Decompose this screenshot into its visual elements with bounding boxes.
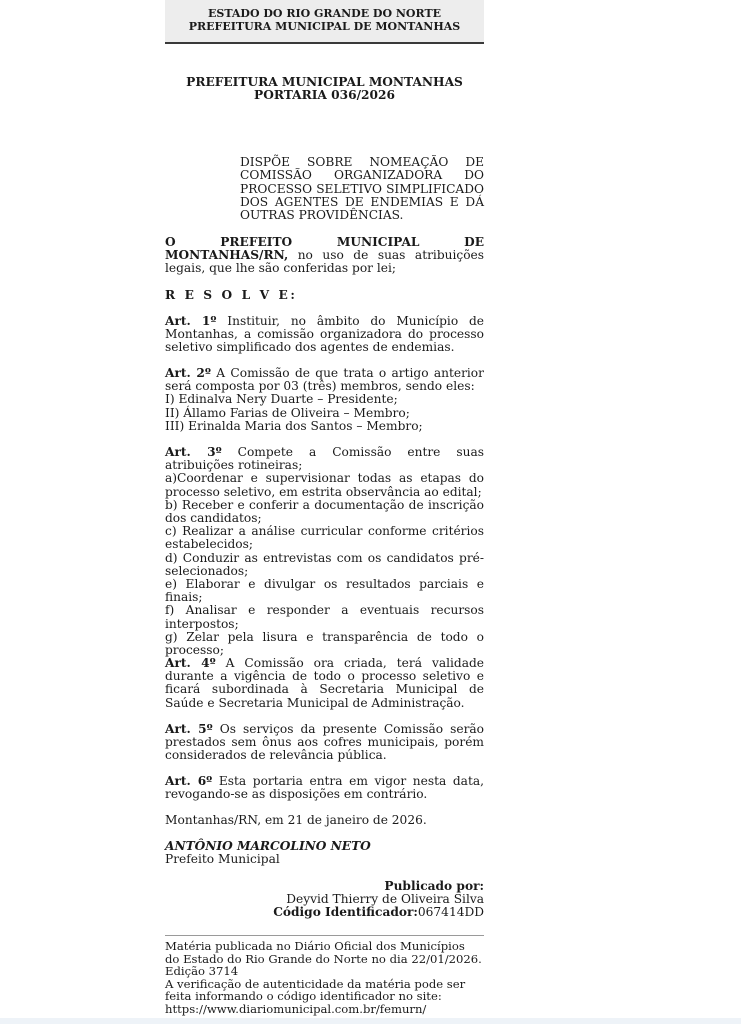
title-portaria-number: PORTARIA 036/2026	[254, 88, 395, 102]
publication-footer	[165, 940, 484, 1016]
article-3-label: Art. 3º	[165, 445, 222, 459]
article-4-text: A Comissão ora criada, terá validade durante a vigência de todo o processo seletivo e ficará subordinada à Secretaria Municipal de Saúde e Secretaria Municipal de Administração.	[165, 656, 484, 710]
footer-line: feita informando o código identificador no site:	[165, 989, 442, 1004]
article-6-label: Art. 6º	[165, 774, 213, 788]
member-item: II) Államo Farias de Oliveira – Membro;	[165, 405, 410, 420]
footer-line: do Estado do Rio Grande do Norte no dia 22/01/2026.	[165, 951, 482, 966]
signatory-role: Prefeito Municipal	[165, 852, 280, 867]
article-6	[165, 775, 484, 801]
published-by-label: Publicado por:	[384, 879, 484, 893]
article-4-label: Art. 4º	[165, 656, 216, 670]
page-bottom-strip	[0, 1018, 741, 1024]
preamble-authority: O PREFEITO MUNICIPAL DE MONTANHAS/RN,	[165, 235, 484, 263]
article-1	[165, 315, 484, 355]
article-3	[165, 446, 484, 657]
header-prefecture-line: PREFEITURA MUNICIPAL DE MONTANHAS	[188, 20, 461, 33]
article-2	[165, 367, 484, 433]
gazette-header	[165, 0, 484, 44]
verification-url[interactable]: https://www.diariomunicipal.com.br/femurn/	[165, 1001, 427, 1016]
place-date: Montanhas/RN, em 21 de janeiro de 2026.	[165, 813, 427, 827]
article-3-text: Compete a Comissão entre suas atribuições rotineiras;	[165, 445, 484, 473]
preamble	[165, 236, 484, 276]
duty-item: c) Realizar a análise curricular conforme critérios estabelecidos;	[165, 524, 484, 552]
article-4	[165, 657, 484, 710]
signatory-name: ANTÔNIO MARCOLINO NETO	[165, 839, 371, 853]
preamble-text: no uso de suas atribuições legais, que lhe são conferidas por lei;	[165, 248, 484, 276]
member-item: I) Edinalva Nery Duarte – Presidente;	[165, 392, 398, 407]
duty-item: b) Receber e conferir a documentação de inscrição dos candidatos;	[165, 497, 484, 526]
identifier-code-label: Código Identificador:	[273, 905, 418, 920]
article-2-text: A Comissão de que trata o artigo anterior será composta por 03 (três) membros, sendo eles:	[165, 366, 484, 394]
duty-item: a)Coordenar e supervisionar todas as etapas do processo seletivo, em estrita observância ao edital;	[165, 471, 484, 499]
signature-block	[165, 840, 484, 866]
article-6-text: Esta portaria entra em vigor nesta data, revogando-se as disposições em contrário.	[165, 774, 484, 802]
document-title	[165, 76, 484, 102]
header-state-line: ESTADO DO RIO GRANDE DO NORTE	[207, 7, 442, 20]
resolve-heading	[165, 289, 484, 302]
article-1-text: Instituir, no âmbito do Município de Montanhas, a comissão organizadora do processo seletivo simplificado dos agentes de endemias.	[165, 314, 484, 355]
footer-edition: Edição 3714	[165, 964, 239, 979]
footer-divider	[165, 935, 484, 936]
footer-line: A verificação de autenticidade da matéria pode ser	[165, 976, 466, 991]
article-5	[165, 723, 484, 763]
resolve-label: R E S O L V E:	[165, 288, 298, 302]
footer-line: Matéria publicada no Diário Oficial dos Municípios	[165, 939, 465, 953]
publisher-name: Deyvid Thierry de Oliveira Silva	[286, 892, 484, 907]
publication-block	[165, 880, 484, 920]
duty-item: g) Zelar pela lisura e transparência de todo o processo;	[165, 629, 484, 658]
article-5-label: Art. 5º	[165, 722, 213, 736]
article-1-label: Art. 1º	[165, 314, 217, 328]
duty-item: d) Conduzir as entrevistas com os candidatos pré-selecionados;	[165, 550, 484, 578]
member-item: III) Erinalda Maria dos Santos – Membro;	[165, 418, 423, 433]
article-5-text: Os serviços da presente Comissão serão prestados sem ônus aos cofres municipais, porém considerados de relevância pública.	[165, 722, 484, 763]
article-2-label: Art. 2º	[165, 366, 211, 380]
ementa-summary: DISPÕE SOBRE NOMEAÇÃO DE COMISSÃO ORGANIZADORA DO PROCESSO SELETIVO SIMPLIFICADO DOS AGENTES DE ENDEMIAS E DÁ OUTRAS PROVIDÊNCIAS.	[240, 155, 484, 223]
duty-item: e) Elaborar e divulgar os resultados parciais e finais;	[165, 577, 484, 605]
identifier-code: 067414DD	[417, 905, 484, 920]
title-prefecture: PREFEITURA MUNICIPAL MONTANHAS	[186, 75, 463, 89]
duty-item: f) Analisar e responder a eventuais recursos interpostos;	[165, 603, 484, 631]
